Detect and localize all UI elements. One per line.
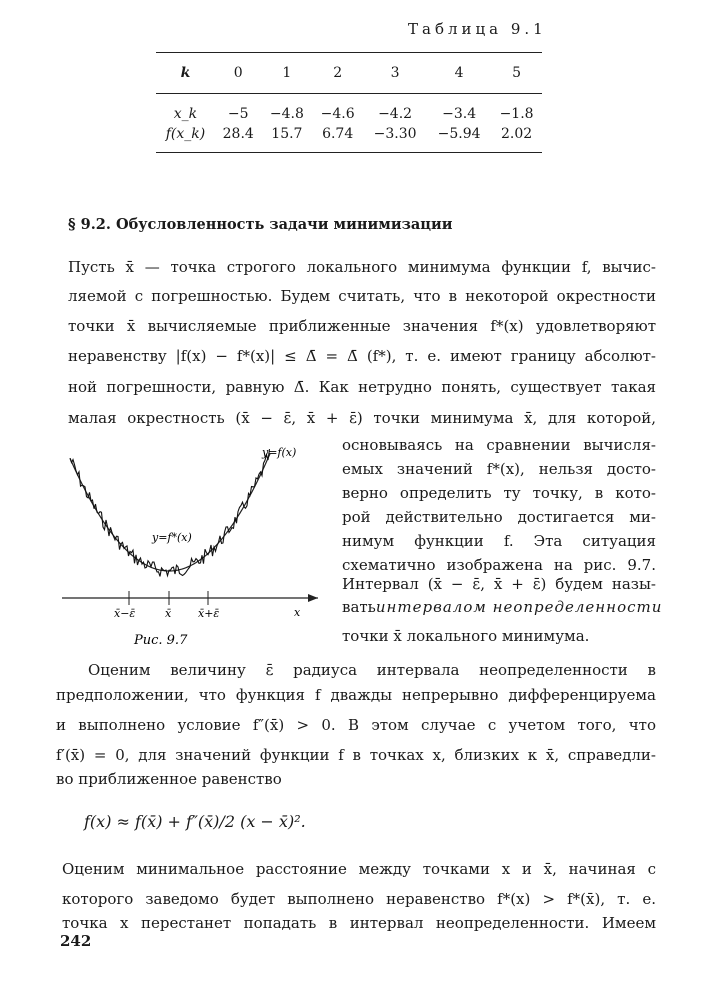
paragraph-line: Интервал (x̄ − ε̄, x̄ + ε̄) будем назы-	[342, 575, 656, 593]
paragraph-line: предположении, что функция f дважды непрерывно дифференцируема	[56, 686, 656, 704]
paragraph-line: малая окрестность (x̄ − ε̄, x̄ + ε̄) точки минимума x̄, для которой,	[68, 409, 656, 427]
header-cell: 2	[312, 53, 363, 94]
paragraph-line: которого заведомо будет выполнено неравенство f*(x) > f*(x̄), т. е.	[62, 890, 656, 908]
header-cell: 3	[363, 53, 427, 94]
figure-9-7	[56, 436, 332, 656]
paragraph-line: ляемой с погрешностью. Будем считать, что в некоторой окрестности	[68, 287, 656, 305]
table-cell: 2.02	[491, 122, 542, 153]
paragraph-line: рой действительно достигается ми-	[342, 508, 656, 526]
table-cell: x_k	[173, 106, 198, 122]
header-cell: 1	[262, 53, 313, 94]
table-cell: −4.8	[269, 106, 304, 122]
table-cell: 15.7	[262, 122, 313, 153]
table-cell: −1.8	[499, 106, 534, 122]
section-heading: § 9.2. Обусловленность задачи минимизации	[68, 216, 453, 233]
page-number: 242	[60, 932, 92, 950]
table-caption: Таблица 9.1	[408, 20, 547, 38]
table-cell: 6.74	[312, 122, 363, 153]
label-x: x	[294, 606, 301, 619]
label-right: x̄+ε̄	[198, 607, 220, 620]
header-cell: 0	[215, 53, 262, 94]
table-header-row	[156, 53, 542, 94]
table-cell: −5	[227, 106, 249, 122]
text-fragment: вать	[342, 598, 376, 616]
header-cell: 5	[491, 53, 542, 94]
paragraph-line: во приближенное равенство	[56, 770, 282, 788]
paragraph-line: неравенству |f(x) − f*(x)| ≤ Δ̄ = Δ̄ (f*), т. е. имеют границу абсолют-	[68, 347, 656, 365]
paragraph-line: схематично изображена на рис. 9.7.	[342, 556, 656, 574]
label-center: x̄	[165, 607, 172, 620]
paragraph-line: нимум функции f. Эта ситуация	[342, 532, 656, 550]
paragraph-line: точки x̄ локального минимума.	[342, 627, 590, 645]
paragraph-line: ной погрешности, равную Δ̄. Как нетрудно понять, существует такая	[68, 378, 656, 396]
table-cell: −5.94	[427, 122, 491, 153]
figure-caption: Рис. 9.7	[134, 633, 188, 648]
data-table	[156, 52, 542, 153]
header-cell: k	[156, 53, 215, 94]
paragraph-line: Оценим минимальное расстояние между точками x и x̄, начиная с	[62, 860, 656, 878]
formula: f(x) ≈ f(x̄) + f″(x̄)/2 (x − x̄)².	[84, 812, 306, 831]
label-left: x̄−ε̄	[114, 607, 136, 620]
paragraph-line: Пусть x̄ — точка строгого локального минимума функции f, вычис-	[68, 258, 656, 276]
paragraph-line: точка x перестанет попадать в интервал неопределенности. Имеем	[62, 914, 656, 932]
table-cell: −4.6	[320, 106, 355, 122]
table-cell: 28.4	[215, 122, 262, 153]
table-row	[156, 122, 542, 153]
x-axis-arrow-icon	[308, 594, 318, 602]
paragraph-line: верно определить ту точку, в кото-	[342, 484, 656, 502]
table-cell: −3.4	[442, 106, 477, 122]
paragraph-line: точки x̄ вычисляемые приближенные значения f*(x) удовлетворяют	[68, 317, 656, 335]
table-cell: −4.2	[378, 106, 413, 122]
table-cell: −3.30	[363, 122, 427, 153]
table-row	[156, 94, 542, 123]
header-cell: 4	[427, 53, 491, 94]
paragraph-line: основываясь на сравнении вычисля-	[342, 436, 656, 454]
paragraph-line: емых значений f*(x), нельзя досто-	[342, 460, 656, 478]
paragraph-line: и выполнено условие f″(x̄) > 0. В этом случае с учетом того, что	[56, 716, 656, 734]
paragraph-line	[342, 598, 663, 616]
label-y-fx: y=f(x)	[262, 446, 297, 459]
table-cell: f(x_k)	[156, 122, 215, 153]
paragraph-line: Оценим величину ε̄ радиуса интервала неопределенности в	[88, 661, 656, 679]
term-uncertainty-interval: интервалом неопределенности	[375, 598, 663, 616]
paragraph-line: f′(x̄) = 0, для значений функции f в точках x, близких к x̄, справедли-	[56, 746, 656, 764]
label-y-fstar: y=f*(x)	[152, 531, 192, 544]
